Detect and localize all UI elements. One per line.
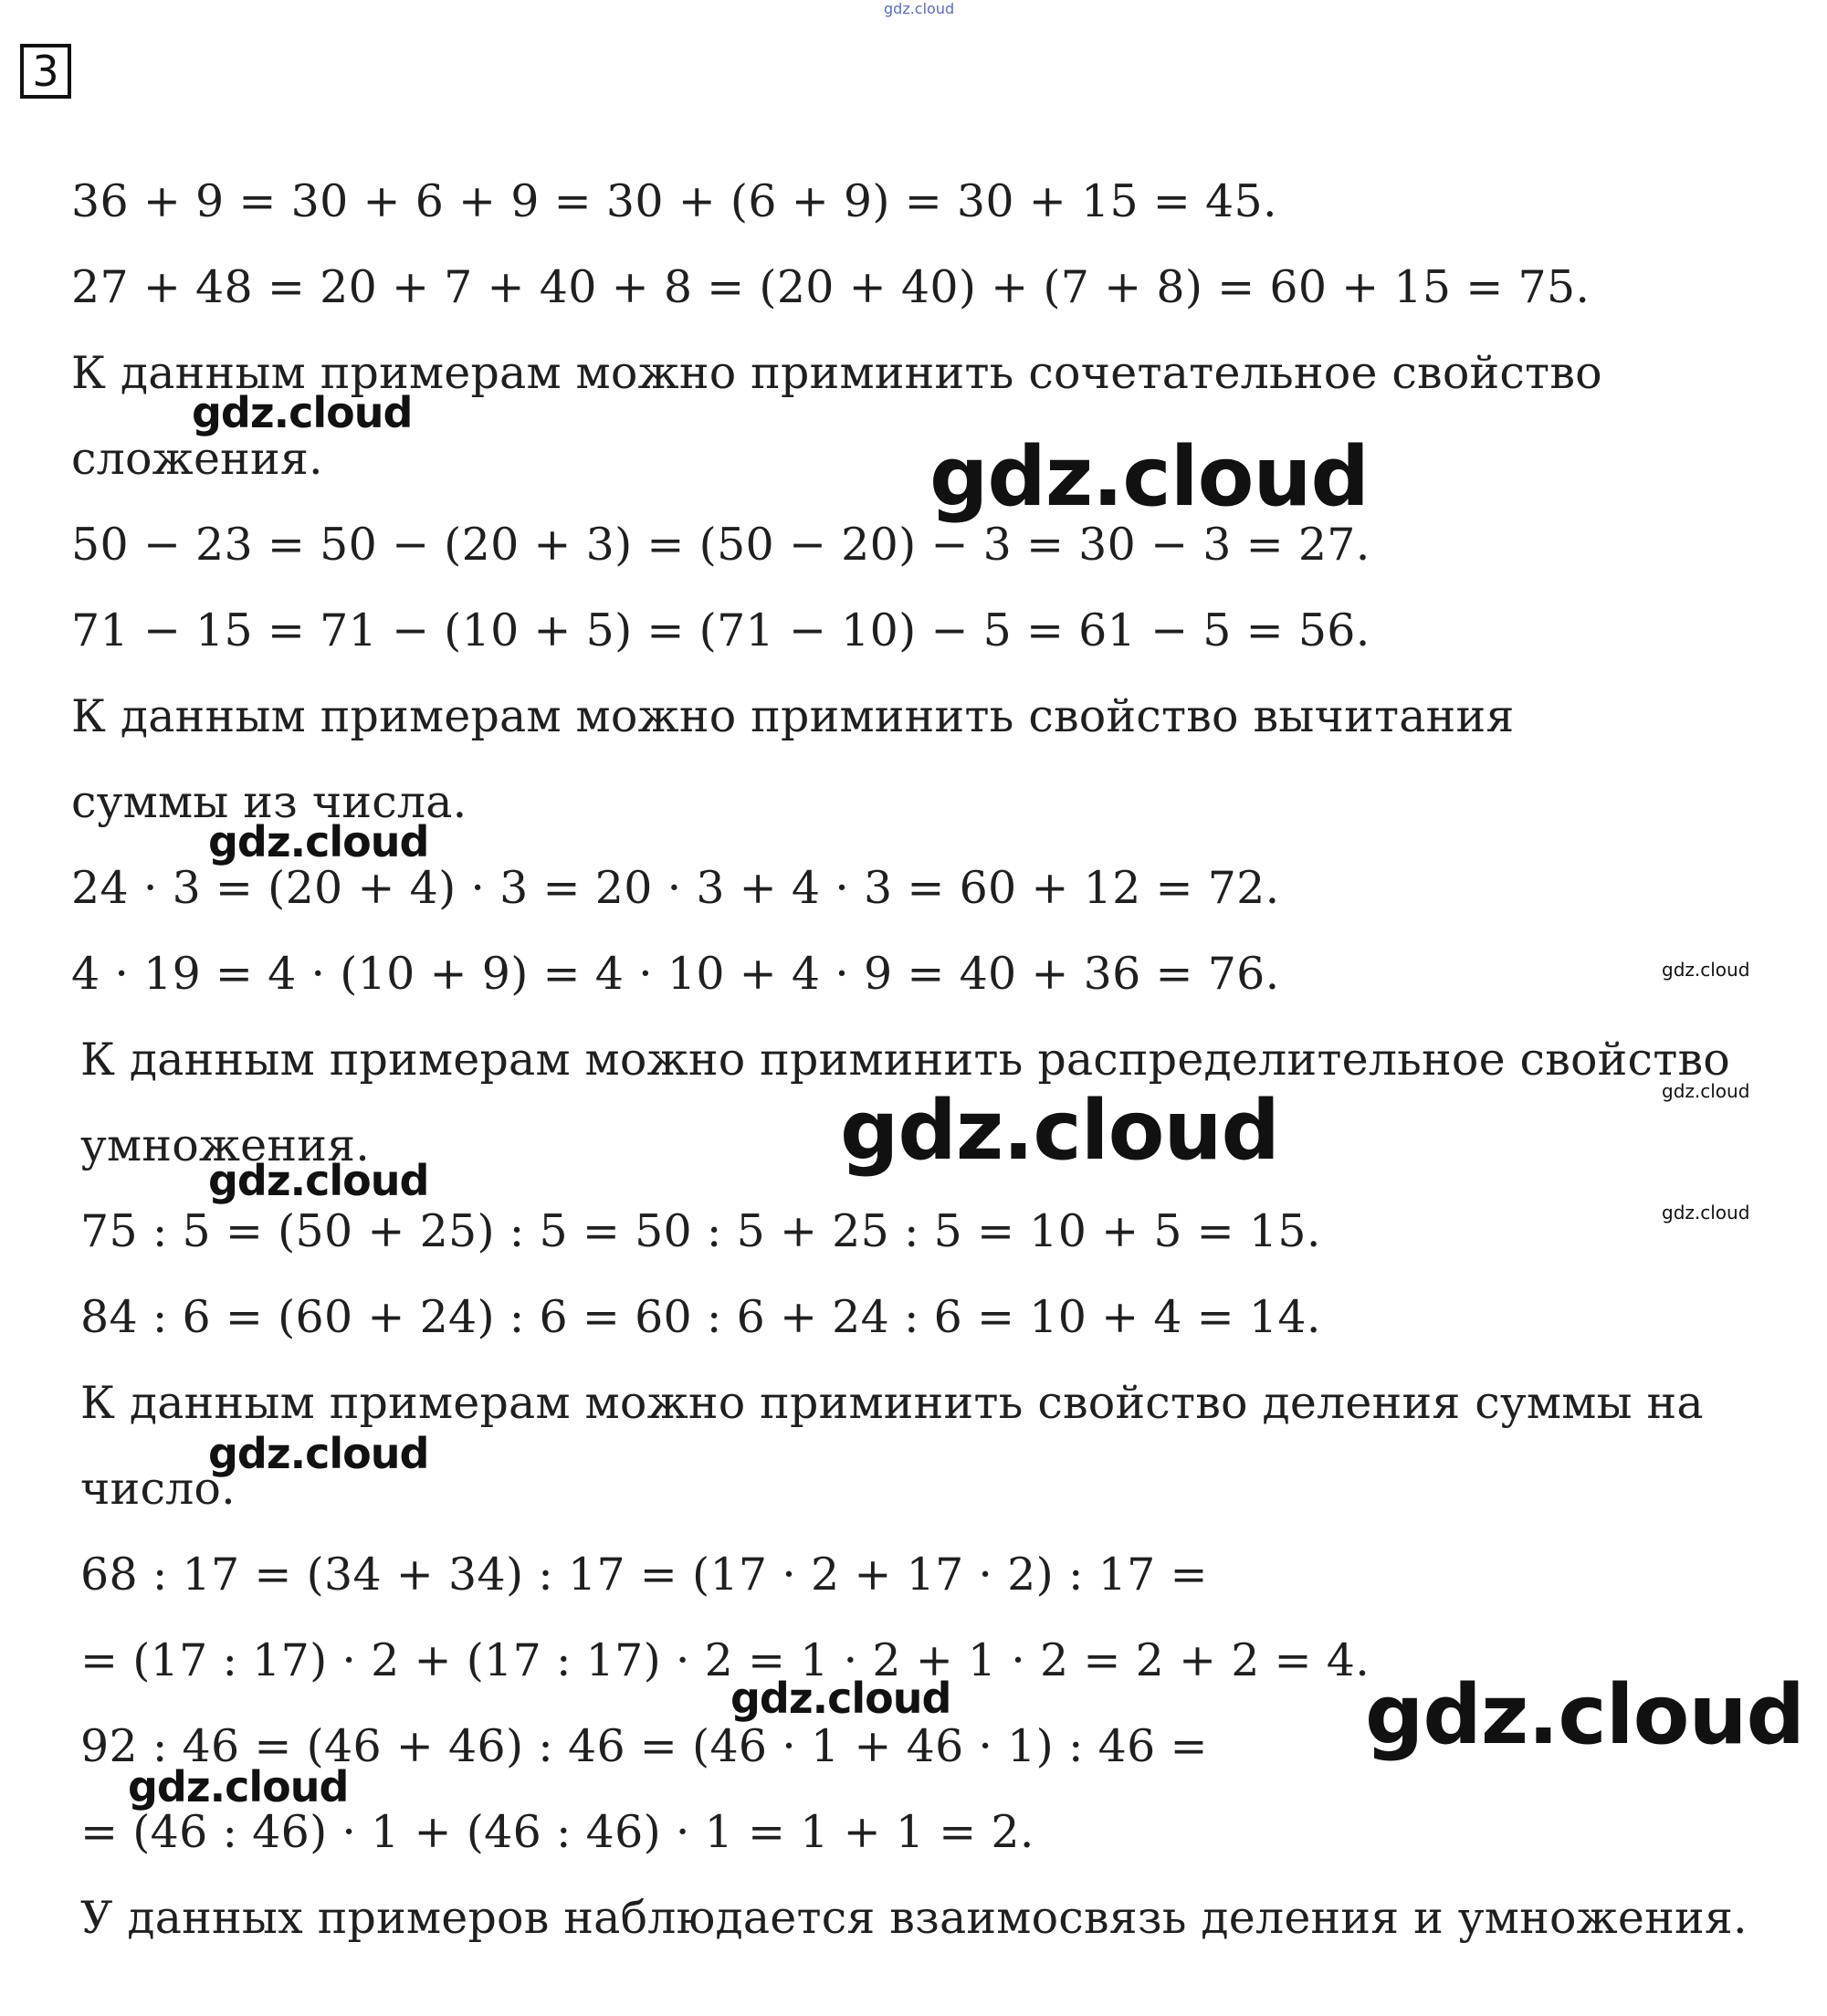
conclusion-line: У данных примеров наблюдается взаимосвязь деления и умножения. <box>80 1892 1748 1944</box>
watermark: gdz.cloud <box>840 1083 1279 1179</box>
watermark: gdz.cloud <box>208 1156 429 1205</box>
watermark: gdz.cloud <box>1365 1667 1804 1763</box>
explanation-line: К данным примерам можно приминить свойство деления суммы на <box>80 1377 1704 1429</box>
watermark: gdz.cloud <box>929 429 1369 525</box>
watermark: gdz.cloud <box>208 1429 429 1478</box>
equation-line: 68 : 17 = (34 + 34) : 17 = (17 · 2 + 17 · 2) : 17 = <box>80 1549 1208 1601</box>
equation-line: = (17 : 17) · 2 + (17 : 17) · 2 = 1 · 2 + 1 · 2 = 2 + 2 = 4. <box>80 1634 1370 1686</box>
equation-line: 71 − 15 = 71 − (10 + 5) = (71 − 10) − 5 = 61 − 5 = 56. <box>71 604 1370 656</box>
watermark: gdz.cloud <box>1662 1080 1750 1102</box>
task-number-box: 3 <box>20 44 71 99</box>
watermark: gdz.cloud <box>192 388 413 437</box>
equation-line: 75 : 5 = (50 + 25) : 5 = 50 : 5 + 25 : 5 = 10 + 5 = 15. <box>80 1205 1321 1257</box>
watermark: gdz.cloud <box>730 1674 951 1723</box>
equation-line: 50 − 23 = 50 − (20 + 3) = (50 − 20) − 3 = 30 − 3 = 27. <box>71 519 1370 571</box>
explanation-line: К данным примерам можно приминить распределительное свойство <box>80 1034 1730 1086</box>
explanation-line: суммы из числа. <box>71 776 467 828</box>
explanation-line: умножения. <box>80 1119 370 1171</box>
watermark: gdz.cloud <box>884 0 955 17</box>
equation-line: 4 · 19 = 4 · (10 + 9) = 4 · 10 + 4 · 9 = 40 + 36 = 76. <box>71 948 1280 1000</box>
explanation-line: сложения. <box>71 433 323 485</box>
watermark: gdz.cloud <box>128 1762 349 1811</box>
watermark: gdz.cloud <box>208 817 429 866</box>
equation-line: 84 : 6 = (60 + 24) : 6 = 60 : 6 + 24 : 6 = 10 + 4 = 14. <box>80 1291 1321 1343</box>
equation-line: 92 : 46 = (46 + 46) : 46 = (46 · 1 + 46 · 1) : 46 = <box>80 1720 1208 1772</box>
watermark: gdz.cloud <box>1662 959 1750 981</box>
equation-line: 27 + 48 = 20 + 7 + 40 + 8 = (20 + 40) + (7 + 8) = 60 + 15 = 75. <box>71 261 1591 313</box>
equation-line: 24 · 3 = (20 + 4) · 3 = 20 · 3 + 4 · 3 = 60 + 12 = 72. <box>71 862 1280 914</box>
watermark: gdz.cloud <box>1662 1202 1750 1223</box>
equation-line: 36 + 9 = 30 + 6 + 9 = 30 + (6 + 9) = 30 + 15 = 45. <box>71 175 1277 227</box>
explanation-line: К данным примерам можно приминить сочетательное свойство <box>71 347 1602 399</box>
equation-line: = (46 : 46) · 1 + (46 : 46) · 1 = 1 + 1 = 2. <box>80 1806 1034 1858</box>
explanation-line: число. <box>80 1463 236 1515</box>
explanation-line: К данным примерам можно приминить свойство вычитания <box>71 690 1515 742</box>
